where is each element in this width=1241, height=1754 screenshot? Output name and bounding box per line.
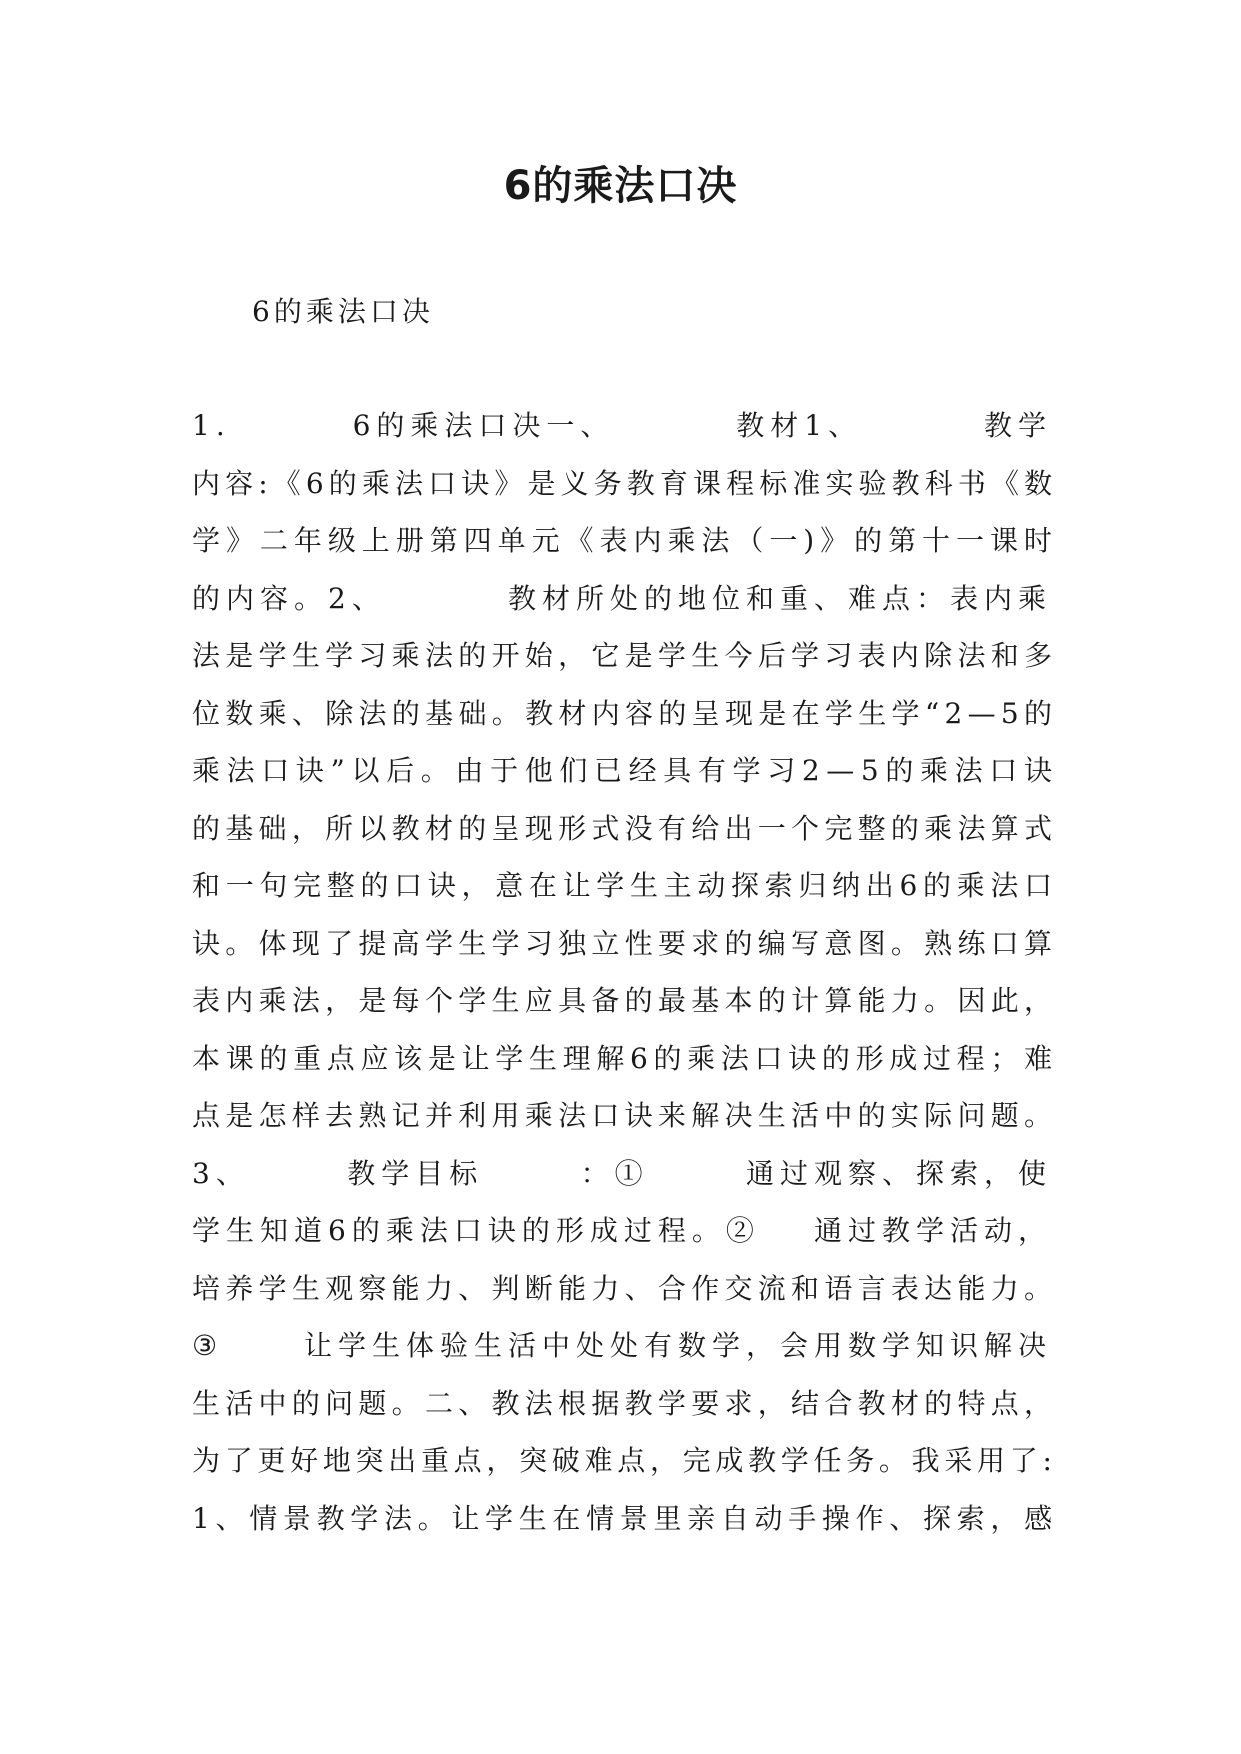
paragraph-line (192, 1384, 1058, 1442)
paragraph-line (192, 866, 1058, 924)
paragraph-line (192, 1326, 1052, 1384)
text-segment: 培养学生观察能力、判断能力、合作交流和语言表达能力。 (192, 1271, 1058, 1305)
paragraph-line (192, 1211, 1052, 1269)
text-segment: 位数乘、除法的基础。教材内容的呈现是在学生学“2—5的 (192, 696, 1058, 730)
paragraph-line (192, 1499, 1058, 1557)
text-segment: 为了更好地突出重点，突破难点，完成教学任务。我采用了: (192, 1444, 1057, 1477)
paragraph-line (192, 521, 1058, 579)
text-segment: 教学目标 (347, 1156, 484, 1190)
paragraph-line (192, 751, 1059, 809)
paragraph-line (192, 636, 1058, 694)
paragraph-line (192, 1154, 1052, 1212)
paragraph-line (192, 579, 1052, 637)
text-segment: 通过观察、探索，使 (745, 1156, 1052, 1190)
text-segment: 乘法口诀”以后。由于他们已经具有学习2—5的乘法口诀 (192, 754, 1059, 787)
text-segment: 和一句完整的口诀，意在让学生主动探索归纳出6的乘法口 (192, 869, 1058, 902)
text-segment: 3、 (192, 1156, 250, 1190)
text-segment: 1. (192, 409, 231, 442)
text-segment: 诀。体现了提高学生学习独立性要求的编写意图。熟练口算 (192, 926, 1058, 960)
text-segment: 内容:《6的乘法口诀》是义务教育课程标准实验教科书《数 (192, 466, 1058, 500)
paragraph-line (192, 809, 1058, 867)
text-segment: 学生知道6的乘法口诀的形成过程。② (192, 1214, 760, 1247)
text-segment: 本课的重点应该是让学生理解6的乘法口诀的形成过程；难 (192, 1041, 1058, 1075)
paragraph-line (192, 1096, 1058, 1154)
text-segment: 让学生体验生活中处处有数学，会用数学知识解决 (303, 1329, 1052, 1362)
text-segment: 表内乘法，是每个学生应具备的最基本的计算能力。因此， (192, 984, 1058, 1017)
text-segment: 法是学生学习乘法的开始，它是学生今后学习表内除法和多 (192, 639, 1058, 672)
text-segment: 6的乘法口决一、 (352, 409, 615, 442)
text-segment: ③ (192, 1329, 224, 1362)
document-body (192, 406, 1059, 1556)
paragraph-line (192, 406, 1052, 464)
paragraph-line (192, 924, 1058, 982)
paragraph-line (192, 1039, 1058, 1097)
paragraph-line (192, 1441, 1057, 1499)
text-segment: ：① (580, 1156, 649, 1190)
paragraph-line (192, 981, 1058, 1039)
document-subtitle: 6的乘法口决 (252, 295, 434, 328)
text-segment: 通过教学活动， (813, 1214, 1052, 1247)
text-segment: 生活中的问题。二、教法根据教学要求，结合教材的特点， (192, 1386, 1058, 1420)
text-segment: 学》二年级上册第四单元《表内乘法（一)》的第十一课时 (192, 524, 1058, 557)
text-segment: 教材所处的地位和重、难点：表内乘 (507, 581, 1052, 615)
text-segment: 1、情景教学法。让学生在情景里亲自动手操作、探索，感 (192, 1501, 1058, 1535)
text-segment: 的基础，所以教材的呈现形式没有给出一个完整的乘法算式 (192, 811, 1058, 845)
paragraph-line (192, 694, 1058, 752)
document-title: 6的乘法口决 (503, 163, 738, 209)
paragraph-line (192, 464, 1058, 522)
text-segment: 点是怎样去熟记并利用乘法口诀来解决生活中的实际问题。 (192, 1099, 1058, 1132)
paragraph-line (192, 1269, 1058, 1327)
text-segment: 教材1、 (736, 409, 863, 442)
text-segment: 教学 (983, 409, 1052, 442)
text-segment: 的内容。2、 (192, 581, 386, 615)
